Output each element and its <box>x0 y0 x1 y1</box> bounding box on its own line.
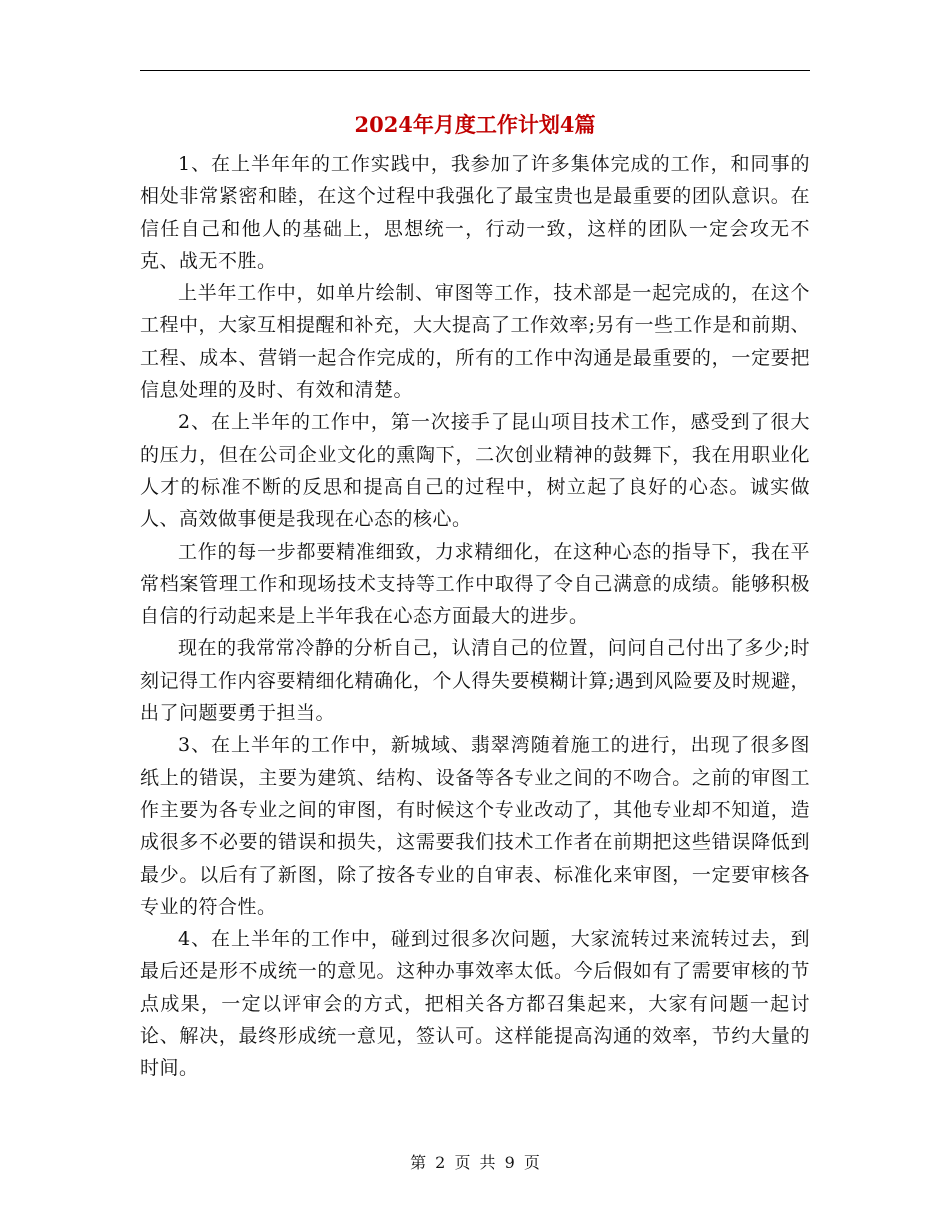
paragraph-3: 2、在上半年的工作中，第一次接手了昆山项目技术工作，感受到了很大的压力，但在公司企业文化的熏陶下，二次创业精神的鼓舞下，我在用职业化人才的标准不断的反思和提高自己的过程中，树立起了良好的心态。诚实做人、高效做事便是我现在心态的核心。 <box>140 411 810 531</box>
paragraph-6: 3、在上半年的工作中，新城域、翡翠湾随着施工的进行，出现了很多图纸上的错误，主要为建筑、结构、设备等各专业之间的不吻合。之前的审图工作主要为各专业之间的审图，有时候这个专业改动了，其他专业却不知道，造成很多不必要的错误和损失，这需要我们技术工作者在前期把这些错误降低到最少。以后有了新图，除了按各专业的自审表、标准化来审图，一定要审核各专业的符合性。 <box>140 734 810 918</box>
page-number-footer: 第 2 页 共 9 页 <box>410 1153 540 1172</box>
header-rule <box>140 70 810 71</box>
document-title: 2024年月度工作计划4篇 <box>354 112 596 137</box>
paragraph-5: 现在的我常常冷静的分析自己，认清自己的位置，问问自己付出了多少;时刻记得工作内容要精细化精确化，个人得失要模糊计算;遇到风险要及时规避，出了问题要勇于担当。 <box>140 637 810 725</box>
paragraph-4: 工作的每一步都要精准细致，力求精细化，在这种心态的指导下，我在平常档案管理工作和现场技术支持等工作中取得了令自己满意的成绩。能够积极自信的行动起来是上半年我在心态方面最大的进步。 <box>140 540 810 628</box>
document-body <box>140 148 810 1085</box>
paragraph-7: 4、在上半年的工作中，碰到过很多次问题，大家流转过来流转过去，到最后还是形不成统一的意见。这种办事效率太低。今后假如有了需要审核的节点成果，一定以评审会的方式，把相关各方都召集起来，大家有问题一起讨论、解决，最终形成统一意见，签认可。这样能提高沟通的效率，节约大量的时间。 <box>140 928 810 1080</box>
paragraph-2: 上半年工作中，如单片绘制、审图等工作，技术部是一起完成的，在这个工程中，大家互相提醒和补充，大大提高了工作效率;另有一些工作是和前期、工程、成本、营销一起合作完成的，所有的工作中沟通是最重要的，一定要把信息处理的及时、有效和清楚。 <box>140 282 810 402</box>
paragraph-1: 1、在上半年年的工作实践中，我参加了许多集体完成的工作，和同事的相处非常紧密和睦，在这个过程中我强化了最宝贵也是最重要的团队意识。在信任自己和他人的基础上，思想统一，行动一致，这样的团队一定会攻无不克、战无不胜。 <box>140 153 810 272</box>
